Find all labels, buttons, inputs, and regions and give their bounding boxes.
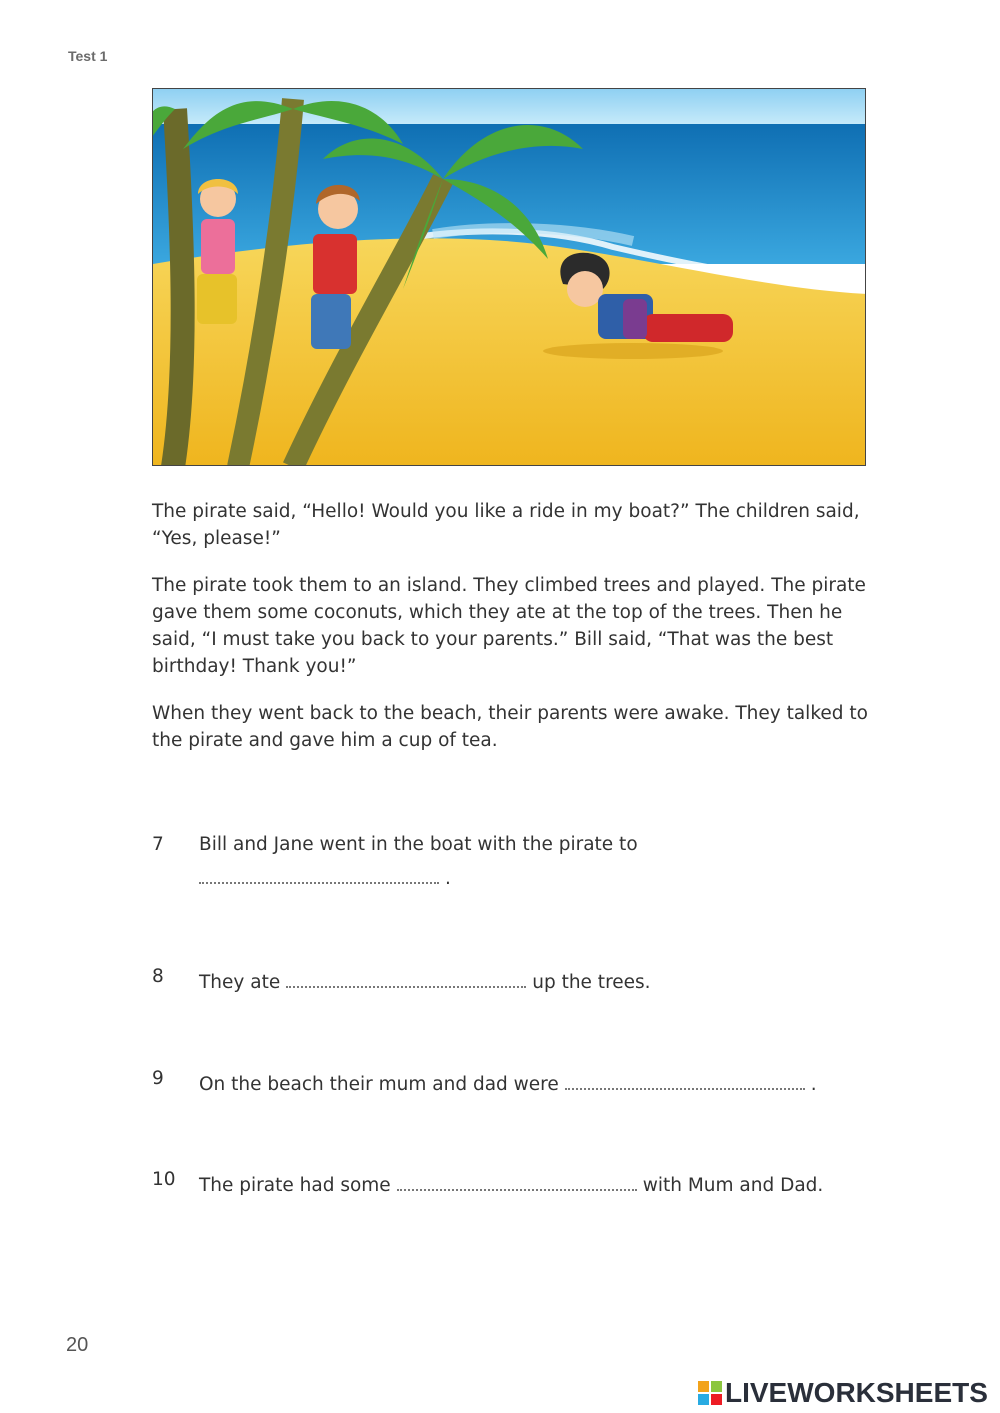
passage-paragraph-1: The pirate said, “Hello! Would you like a ride in my boat?” The children said, “Yes, please!” <box>152 501 860 549</box>
story-passage <box>152 498 872 774</box>
passage-paragraph-3: When they went back to the beach, their parents were awake. They talked to the pirate and gave him a cup of tea. <box>152 703 868 751</box>
question-number: 8 <box>152 966 164 987</box>
question-text: The pirate had some <box>199 1175 391 1196</box>
question-number: 10 <box>152 1169 176 1190</box>
page-number: 20 <box>66 1334 89 1356</box>
question-suffix: with Mum and Dad. <box>642 1175 824 1196</box>
question-line <box>199 1068 817 1095</box>
question-number: 7 <box>152 834 164 855</box>
answer-blank-9[interactable] <box>565 1068 805 1090</box>
question-suffix: . <box>445 868 451 889</box>
passage-paragraph-2: The pirate took them to an island. They climbed trees and played. The pirate gave them some coconuts, which they ate at the top of the trees. Then he said, “I must take you back to your parents.” Bill said, “That was the best birthday! Thank you!” <box>152 575 866 677</box>
test-label: Test 1 <box>68 48 108 64</box>
question-9 <box>152 1068 872 1098</box>
question-8 <box>152 966 872 996</box>
question-text: On the beach their mum and dad were <box>199 1074 559 1095</box>
question-7 <box>152 834 872 894</box>
liveworksheets-logo-icon <box>697 1380 723 1406</box>
question-suffix: up the trees. <box>532 972 651 993</box>
question-number: 9 <box>152 1068 164 1089</box>
question-suffix: . <box>810 1074 817 1095</box>
answer-blank-7[interactable] <box>199 862 439 884</box>
answer-blank-10[interactable] <box>397 1169 637 1191</box>
beach-illustration <box>152 88 866 466</box>
question-text: They ate <box>199 972 281 993</box>
question-text: Bill and Jane went in the boat with the pirate to <box>199 834 638 855</box>
answer-blank-8[interactable] <box>286 966 526 988</box>
question-10 <box>152 1169 872 1199</box>
question-line <box>199 1169 823 1196</box>
answer-line <box>199 862 451 889</box>
liveworksheets-brand <box>697 1375 995 1411</box>
brand-name: LIVEWORKSHEETS <box>725 1377 988 1408</box>
question-line <box>199 966 651 993</box>
